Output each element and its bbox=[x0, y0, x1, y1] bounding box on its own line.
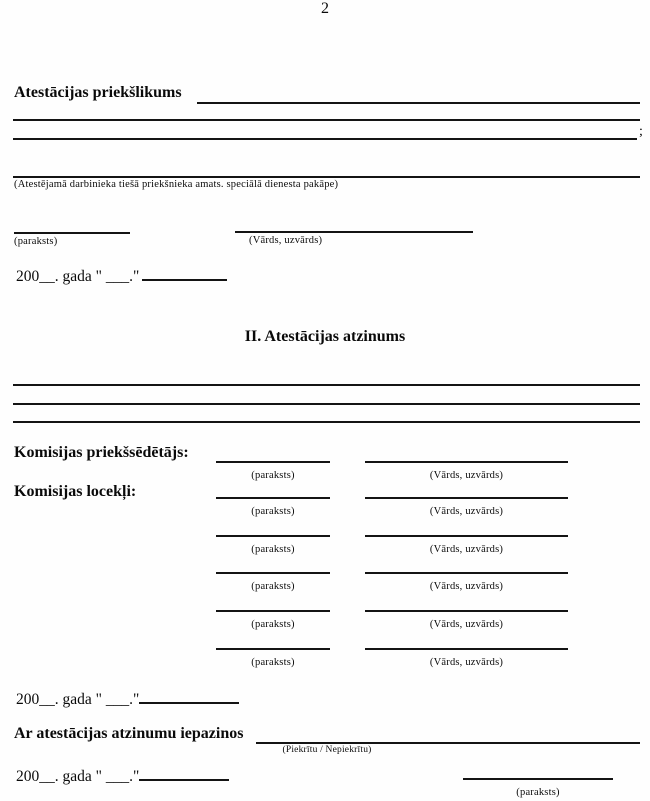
name-caption: (Vārds, uzvārds) bbox=[429, 506, 504, 517]
name-caption: (Vārds, uzvārds) bbox=[429, 544, 504, 555]
name-line bbox=[235, 231, 473, 233]
proposal-fill-line-2 bbox=[13, 119, 640, 121]
signature-caption: (paraksts) bbox=[251, 657, 295, 668]
date-blank bbox=[139, 689, 239, 704]
opinion-fill-line-3 bbox=[13, 421, 640, 423]
signature-line bbox=[216, 497, 330, 519]
proposal-fill-line-1 bbox=[197, 102, 640, 104]
signature-line bbox=[216, 648, 330, 670]
name-line bbox=[365, 610, 568, 632]
signature-caption: (paraksts) bbox=[251, 619, 295, 630]
signature-line bbox=[216, 461, 330, 483]
members-label: Komisijas locekļi: bbox=[14, 483, 137, 500]
date-text: 200__. gada " ___." bbox=[16, 768, 140, 785]
signature-caption: (paraksts) bbox=[251, 470, 295, 481]
acknowledgement-label: Ar atestācijas atzinumu iepazinos bbox=[14, 725, 244, 742]
chair-signature-row bbox=[0, 461, 650, 485]
signature-caption: (paraksts) bbox=[14, 236, 58, 247]
date-text: 200__. gada " ___." bbox=[16, 691, 140, 708]
chair-label: Komisijas priekšsēdētājs: bbox=[14, 444, 189, 461]
name-caption: (Vārds, uzvārds) bbox=[429, 657, 504, 668]
signature-line bbox=[216, 610, 330, 632]
name-caption: (Vārds, uzvārds) bbox=[429, 619, 504, 630]
opinion-fill-line-1 bbox=[13, 384, 640, 386]
signature-line bbox=[216, 572, 330, 594]
date-blank bbox=[139, 766, 229, 781]
supervisor-line bbox=[13, 176, 640, 178]
proposal-fill-line-3 bbox=[13, 138, 637, 140]
signature-caption: (paraksts) bbox=[251, 506, 295, 517]
section-ii-heading: II. Atestācijas atzinums bbox=[244, 328, 406, 345]
name-caption: (Vārds, uzvārds) bbox=[249, 235, 323, 246]
member-signature-row-1 bbox=[0, 497, 650, 521]
date-line-1 bbox=[16, 266, 227, 286]
signature-caption: (paraksts) bbox=[516, 787, 560, 798]
member-signature-row-2 bbox=[0, 535, 650, 559]
bottom-signature-line bbox=[463, 778, 613, 800]
name-line bbox=[365, 535, 568, 557]
date-blank bbox=[142, 266, 227, 281]
page-number: 2 bbox=[321, 0, 329, 17]
name-line bbox=[365, 461, 568, 483]
trailing-semicolon: ; bbox=[639, 124, 643, 139]
opinion-fill-line-2 bbox=[13, 403, 640, 405]
member-signature-row-5 bbox=[0, 648, 650, 672]
name-line bbox=[365, 497, 568, 519]
supervisor-caption: (Atestējamā darbinieka tiešā priekšnieka amats. speciālā dienesta pakāpe) bbox=[14, 179, 339, 190]
signature-caption: (paraksts) bbox=[251, 544, 295, 555]
date-text: 200__. gada " ___." bbox=[16, 268, 140, 285]
acknowledgement-line bbox=[256, 742, 640, 744]
agree-caption: (Piekrītu / Nepiekrītu) bbox=[282, 745, 372, 755]
name-caption: (Vārds, uzvārds) bbox=[429, 470, 504, 481]
member-signature-row-3 bbox=[0, 572, 650, 596]
name-line bbox=[365, 648, 568, 670]
name-line bbox=[365, 572, 568, 594]
member-signature-row-4 bbox=[0, 610, 650, 634]
signature-line bbox=[216, 535, 330, 557]
signature-caption: (paraksts) bbox=[251, 581, 295, 592]
proposal-heading: Atestācijas priekšlikums bbox=[14, 84, 182, 101]
date-line-2 bbox=[16, 689, 239, 709]
name-caption: (Vārds, uzvārds) bbox=[429, 581, 504, 592]
signature-line bbox=[14, 232, 130, 234]
date-line-3 bbox=[16, 766, 229, 786]
